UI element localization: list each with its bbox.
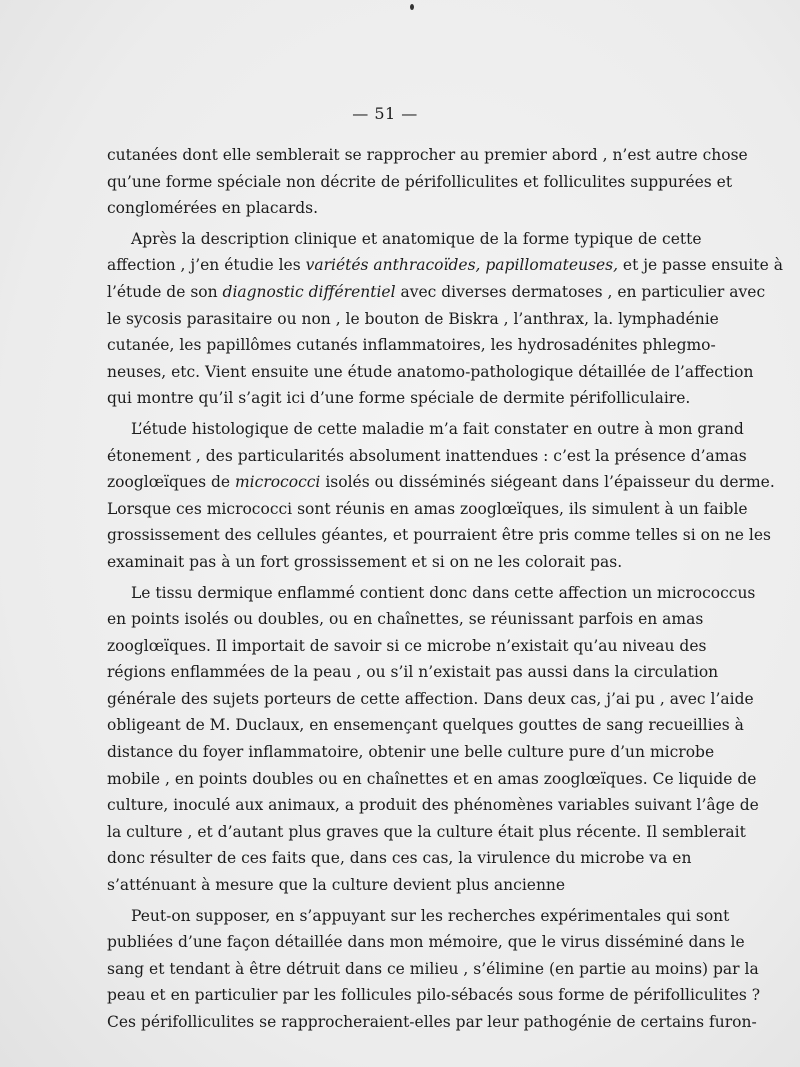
text-run: avec diverses dermatoses , en particulier avec xyxy=(400,282,766,301)
text-line: donc résulter de ces faits que, dans ces cas, la virulence du microbe va en xyxy=(107,849,692,868)
text-line: grossissement des cellules géantes, et pourraient être pris comme telles si on ne les xyxy=(107,526,771,545)
italic-run: micrococci xyxy=(234,473,326,492)
text-line: culture, inoculé aux animaux, a produit des phénomènes variables suivant l’âge de xyxy=(107,796,759,815)
paragraph-2 xyxy=(107,226,783,412)
paragraph-4 xyxy=(107,580,759,899)
text-line: sang et tendant à être détruit dans ce milieu , s’élimine (en partie au moins) par la xyxy=(107,959,759,978)
text-run: isolés ou disséminés siégeant dans l’épaisseur du derme. xyxy=(325,473,775,492)
text-line: Ces périfolliculites se rapprocheraient-elles par leur pathogénie de certains furon- xyxy=(107,1013,757,1031)
text-run: et je passe ensuite à xyxy=(622,256,783,275)
text-run: zooglœïques de xyxy=(107,473,235,492)
italic-run: diagnostic différentiel xyxy=(222,282,401,301)
text-line: peau et en particulier par les follicules pilo-sébacés sous forme de périfolliculites ? xyxy=(107,986,761,1005)
paragraph-1 xyxy=(107,142,748,222)
text-line: distance du foyer inflammatoire, obtenir une belle culture pure d’un microbe xyxy=(107,743,715,762)
text-line: étonement , des particularités absolument inattendues : c’est la présence d’amas xyxy=(107,446,747,465)
paragraph-5 xyxy=(107,903,761,1036)
text-line: publiées d’une façon détaillée dans mon mémoire, que le virus disséminé dans le xyxy=(107,933,745,952)
page-number: — 51 — xyxy=(352,104,418,123)
text-line: Après la description clinique et anatomique de la forme typique de cette xyxy=(131,229,702,248)
text-line: Le tissu dermique enflammé contient donc dans cette affection un micrococcus xyxy=(131,583,756,602)
ink-speck xyxy=(410,4,414,10)
text-line: Peut-on supposer, en s’appuyant sur les recherches expérimentales qui sont xyxy=(131,906,730,925)
text-line: conglomérées en placards. xyxy=(107,199,319,218)
text-line: le sycosis parasitaire ou non , le bouton de Biskra , l’anthrax, la. lymphadénie xyxy=(107,309,719,328)
text-line: qui montre qu’il s’agit ici d’une forme spéciale de dermite périfolliculaire. xyxy=(107,389,691,408)
italic-run: variétés anthracoïdes, papillomateuses, xyxy=(305,256,623,275)
text-line: cutanées dont elle semblerait se rapprocher au premier abord , n’est autre chose xyxy=(107,146,748,164)
text-line: qu’une forme spéciale non décrite de périfolliculites et folliculites suppurées et xyxy=(107,172,733,191)
text-line-mixed xyxy=(107,279,766,306)
text-line: en points isolés ou doubles, ou en chaînettes, se réunissant parfois en amas xyxy=(107,610,704,629)
text-line: régions enflammées de la peau , ou s’il n’existait pas aussi dans la circulation xyxy=(107,663,719,682)
text-line: neuses, etc. Vient ensuite une étude anatomo-pathologique détaillée de l’affection xyxy=(107,362,754,381)
text-line-mixed xyxy=(107,469,775,496)
text-line: examinait pas à un fort grossissement et si on ne les colorait pas. xyxy=(107,552,623,571)
text-line: cutanée, les papillômes cutanés inflammatoires, les hydrosadénites phlegmo- xyxy=(107,336,716,355)
text-line: Lorsque ces micrococci sont réunis en amas zooglœïques, ils simulent à un faible xyxy=(107,499,748,518)
text-line-mixed xyxy=(107,252,783,279)
text-line: la culture , et d’autant plus graves que la culture était plus récente. Il semblerait xyxy=(107,822,746,841)
text-line: générale des sujets porteurs de cette affection. Dans deux cas, j’ai pu , avec l’aide xyxy=(107,689,754,708)
paragraph-3 xyxy=(107,416,775,576)
text-line: L’étude histologique de cette maladie m’a fait constater en outre à mon grand xyxy=(131,419,744,438)
text-line: obligeant de M. Duclaux, en ensemençant quelques gouttes de sang recueillies à xyxy=(107,716,744,735)
text-run: l’étude de son xyxy=(107,282,223,301)
body-text xyxy=(107,142,783,1036)
text-line: s’atténuant à mesure que la culture devient plus ancienne xyxy=(107,876,566,895)
text-line: mobile , en points doubles ou en chaînettes et en amas zooglœïques. Ce liquide de xyxy=(107,769,757,788)
text-run: affection , j’en étudie les xyxy=(107,256,306,275)
text-line: zooglœïques. Il importait de savoir si ce microbe n’existait qu’au niveau des xyxy=(107,636,707,655)
